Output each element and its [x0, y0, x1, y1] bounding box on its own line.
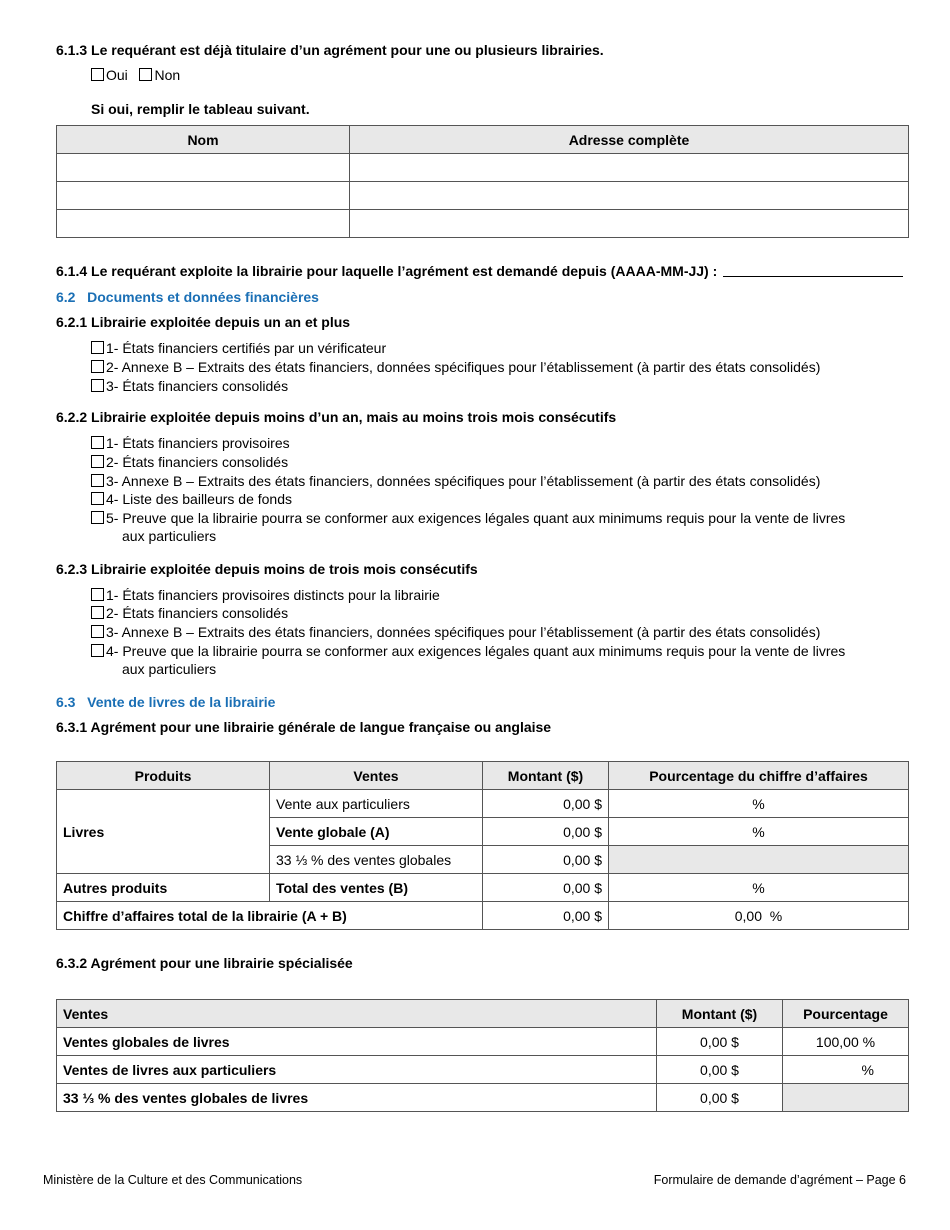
col-ventes: Ventes	[57, 1000, 657, 1028]
amount-field[interactable]: 0,00 $	[483, 902, 609, 930]
checkbox[interactable]	[91, 511, 104, 524]
livres-label: Livres	[57, 790, 270, 874]
pct-field[interactable]: %	[609, 790, 909, 818]
checkbox[interactable]	[91, 360, 104, 373]
section-6-2-heading: 6.2 Documents et données financières	[56, 289, 319, 305]
pct-field[interactable]: %	[609, 874, 909, 902]
checkbox-label: 2- Annexe B – Extraits des états financiers, données spécifiques pour l’établissement (à partir des états consolidés)	[106, 359, 821, 375]
amount-field[interactable]: 0,00 $	[483, 790, 609, 818]
oui-label: Oui	[106, 67, 128, 83]
section-6-3-heading: 6.3 Vente de livres de la librairie	[56, 694, 276, 710]
non-checkbox[interactable]	[139, 68, 152, 81]
tiers-label: 33 ⅓ % des ventes globales	[270, 846, 483, 874]
amount-field[interactable]: 0,00 $	[483, 874, 609, 902]
total-ventes-label: Total des ventes (B)	[270, 874, 483, 902]
row-label: Ventes globales de livres	[57, 1028, 657, 1056]
oui-checkbox[interactable]	[91, 68, 104, 81]
col-pourcentage: Pourcentage	[783, 1000, 909, 1028]
pct-field[interactable]: 0,00 %	[609, 902, 909, 930]
col-pourcentage: Pourcentage du chiffre d’affaires	[609, 762, 909, 790]
checkbox-label: 3- Annexe B – Extraits des états financiers, données spécifiques pour l’établissement (à partir des états consolidés)	[106, 624, 821, 640]
section-6-1-4-text: 6.1.4 Le requérant exploite la librairie pour laquelle l’agrément est demandé depuis (AAAA-MM-JJ) :	[56, 263, 718, 279]
section-6-1-3-heading: 6.1.3 Le requérant est déjà titulaire d’un agrément pour une ou plusieurs librairies.	[56, 42, 604, 58]
empty-cell	[783, 1084, 909, 1112]
checkbox[interactable]	[91, 341, 104, 354]
vente-globale-label: Vente globale (A)	[270, 818, 483, 846]
col-adresse: Adresse complète	[350, 126, 909, 154]
checkbox-item	[91, 434, 290, 452]
amount-field[interactable]: 0,00 $	[657, 1056, 783, 1084]
pct-field[interactable]: %	[609, 818, 909, 846]
table-row	[57, 1056, 909, 1084]
amount-field[interactable]: 0,00 $	[657, 1028, 783, 1056]
checkbox-item	[91, 604, 288, 622]
table-row	[57, 210, 909, 238]
col-ventes: Ventes	[270, 762, 483, 790]
table-row	[57, 182, 909, 210]
checkbox[interactable]	[91, 625, 104, 638]
checkbox-item	[91, 490, 292, 508]
checkbox-label: 5- Preuve que la librairie pourra se conformer aux exigences légales quant aux minimums requis pour la vente de livres	[106, 510, 846, 526]
table-row	[57, 154, 909, 182]
checkbox-label: 2- États financiers consolidés	[106, 605, 289, 621]
nom-cell[interactable]	[57, 182, 350, 210]
instruction-text: Si oui, remplir le tableau suivant.	[91, 101, 310, 117]
pct-field[interactable]: 100,00 %	[783, 1028, 909, 1056]
amount-field[interactable]: 0,00 $	[657, 1084, 783, 1112]
amount-field[interactable]: 0,00 $	[483, 846, 609, 874]
ventes-generale-table	[56, 761, 909, 930]
checkbox-label: 1- États financiers certifiés par un vérificateur	[106, 340, 387, 356]
checkbox-item	[91, 377, 288, 395]
oui-non-options	[91, 67, 180, 83]
checkbox-label: 4- Liste des bailleurs de fonds	[106, 491, 292, 507]
adresse-cell[interactable]	[350, 210, 909, 238]
vente-particuliers-label: Vente aux particuliers	[270, 790, 483, 818]
pct-field[interactable]: %	[783, 1056, 909, 1084]
section-6-2-1-heading: 6.2.1 Librairie exploitée depuis un an et plus	[56, 314, 351, 330]
checkbox-item	[91, 642, 845, 678]
empty-cell	[609, 846, 909, 874]
checkbox-label: 1- États financiers provisoires	[106, 435, 290, 451]
autres-produits-label: Autres produits	[57, 874, 270, 902]
col-montant: Montant ($)	[483, 762, 609, 790]
col-nom: Nom	[57, 126, 350, 154]
footer-page: Formulaire de demande d’agrément – Page 6	[653, 1173, 906, 1187]
checkbox[interactable]	[91, 436, 104, 449]
amount-field[interactable]: 0,00 $	[483, 818, 609, 846]
checkbox[interactable]	[91, 474, 104, 487]
ca-total-label: Chiffre d’affaires total de la librairie (A + B)	[57, 902, 483, 930]
checkbox[interactable]	[91, 588, 104, 601]
checkbox-item	[91, 453, 288, 471]
footer-ministry: Ministère de la Culture et des Communications	[43, 1173, 303, 1187]
checkbox-label: 3- États financiers consolidés	[106, 378, 289, 394]
date-field[interactable]	[723, 276, 903, 277]
checkbox-label: 3- Annexe B – Extraits des états financiers, données spécifiques pour l’établissement (à partir des états consolidés)	[106, 473, 821, 489]
nom-cell[interactable]	[57, 210, 350, 238]
table-row	[57, 1084, 909, 1112]
checkbox[interactable]	[91, 492, 104, 505]
section-6-2-3-heading: 6.2.3 Librairie exploitée depuis moins de trois mois consécutifs	[56, 561, 478, 577]
col-produits: Produits	[57, 762, 270, 790]
table-row	[57, 874, 909, 902]
checkbox-label: 1- États financiers provisoires distincts pour la librairie	[106, 587, 440, 603]
row-label: 33 ⅓ % des ventes globales de livres	[57, 1084, 657, 1112]
adresse-cell[interactable]	[350, 154, 909, 182]
checkbox-label: 2- États financiers consolidés	[106, 454, 289, 470]
checkbox-item	[91, 472, 820, 490]
adresse-cell[interactable]	[350, 182, 909, 210]
checkbox-item	[91, 339, 386, 357]
checkbox-item	[91, 358, 820, 376]
section-6-3-2-heading: 6.3.2 Agrément pour une librairie spécialisée	[56, 955, 353, 971]
checkbox-label-cont: aux particuliers	[122, 528, 217, 544]
checkbox-item	[91, 586, 440, 604]
section-6-2-2-heading: 6.2.2 Librairie exploitée depuis moins d’un an, mais au moins trois mois consécutifs	[56, 409, 617, 425]
table-row	[57, 790, 909, 818]
col-montant: Montant ($)	[657, 1000, 783, 1028]
nom-cell[interactable]	[57, 154, 350, 182]
ventes-specialisee-table	[56, 999, 909, 1112]
checkbox-item	[91, 509, 845, 545]
table-row	[57, 1028, 909, 1056]
table-row	[57, 902, 909, 930]
section-6-3-1-heading: 6.3.1 Agrément pour une librairie générale de langue française ou anglaise	[56, 719, 552, 735]
checkbox[interactable]	[91, 606, 104, 619]
checkbox[interactable]	[91, 379, 104, 392]
checkbox[interactable]	[91, 644, 104, 657]
non-label: Non	[154, 67, 181, 83]
checkbox[interactable]	[91, 455, 104, 468]
checkbox-label: 4- Preuve que la librairie pourra se conformer aux exigences légales quant aux minimums requis pour la vente de livres	[106, 643, 846, 659]
checkbox-label-cont: aux particuliers	[122, 661, 217, 677]
librairies-table	[56, 125, 909, 238]
row-label: Ventes de livres aux particuliers	[57, 1056, 657, 1084]
checkbox-item	[91, 623, 820, 641]
